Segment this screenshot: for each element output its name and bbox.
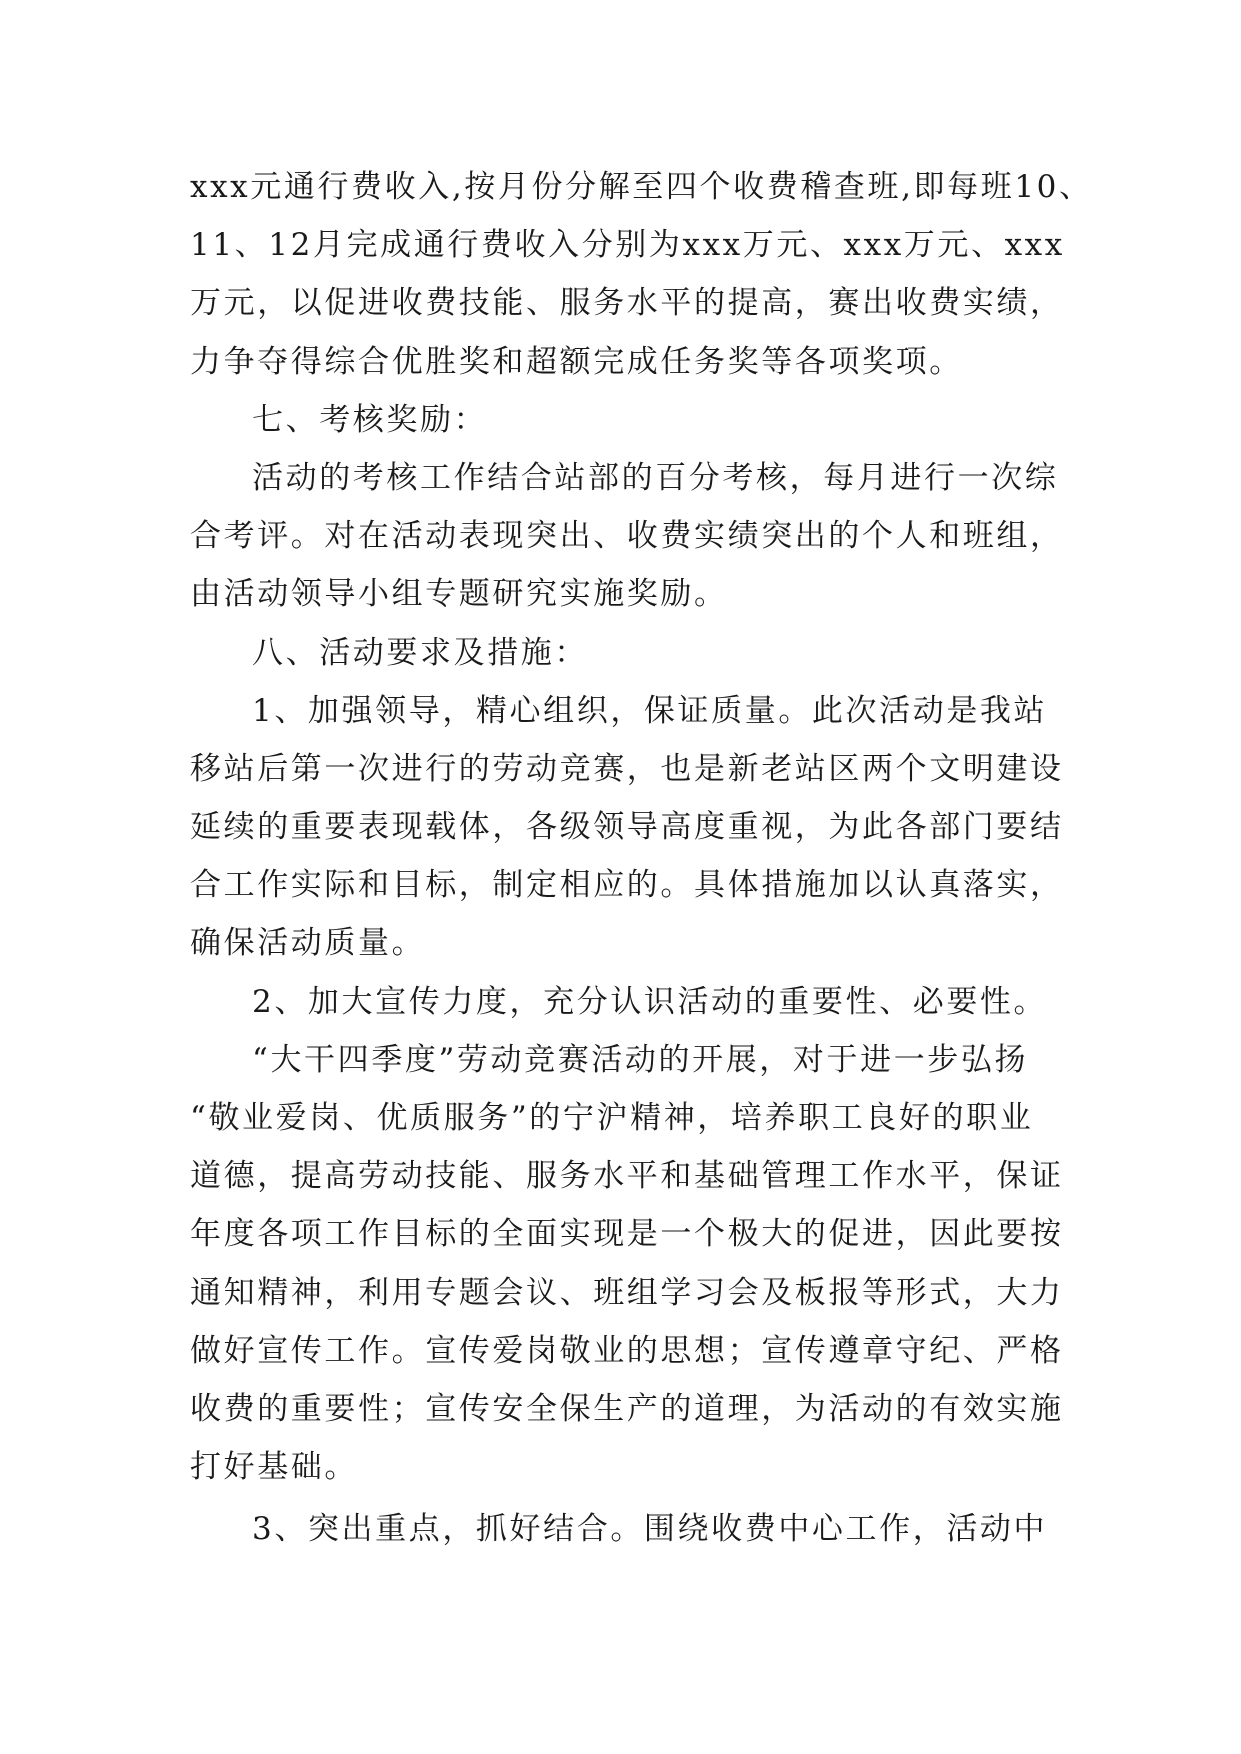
text-line: 打好基础。 — [190, 1449, 358, 1486]
text-line: 力争夺得综合优胜奖和超额完成任务奖等各项奖项。 — [190, 343, 963, 380]
text-line: 3、突出重点，抓好结合。围绕收费中心工作，活动中 — [252, 1511, 1048, 1548]
text-line: “大干四季度”劳动竞赛活动的开展，对于进一步弘扬 — [252, 1041, 1029, 1078]
text-line: 11、12月完成通行费收入分别为xxx万元、xxx万元、xxx — [190, 227, 1065, 264]
text-line: 由活动领导小组专题研究实施奖励。 — [190, 576, 728, 613]
text-line: 做好宣传工作。宣传爱岗敬业的思想；宣传遵章守纪、严格 — [190, 1332, 1064, 1369]
text-line: 年度各项工作目标的全面实现是一个极大的促进，因此要按 — [190, 1216, 1064, 1253]
text-line: 万元，以促进收费技能、服务水平的提高，赛出收费实绩， — [190, 285, 1064, 322]
section-heading: 八、活动要求及措施： — [252, 634, 588, 671]
text-line: 2、加大宣传力度，充分认识活动的重要性、必要性。 — [252, 983, 1048, 1020]
text-line: 通知精神，利用专题会议、班组学习会及板报等形式，大力 — [190, 1274, 1064, 1311]
text-line: 活动的考核工作结合站部的百分考核，每月进行一次综 — [252, 459, 1059, 496]
text-line: 确保活动质量。 — [190, 925, 426, 962]
section-heading: 七、考核奖励： — [252, 401, 488, 438]
text-line: “敬业爱岗、优质服务”的宁沪精神，培养职工良好的职业 — [190, 1100, 1034, 1136]
text-line: 移站后第一次进行的劳动竞赛，也是新老站区两个文明建设 — [190, 750, 1064, 787]
text-line: 合考评。对在活动表现突出、收费实绩突出的个人和班组， — [190, 518, 1064, 555]
text-line: 延续的重要表现载体，各级领导高度重视，为此各部门要结 — [190, 809, 1064, 846]
text-line: 1、加强领导，精心组织，保证质量。此次活动是我站 — [252, 692, 1048, 729]
document-body — [190, 158, 1093, 1559]
text-line: xxx元通行费收入,按月份分解至四个收费稽查班,即每班10、 — [190, 169, 1093, 205]
text-line: 道德，提高劳动技能、服务水平和基础管理工作水平，保证 — [190, 1158, 1064, 1195]
text-line: 收费的重要性；宣传安全保生产的道理，为活动的有效实施 — [190, 1390, 1064, 1427]
text-line: 合工作实际和目标，制定相应的。具体措施加以认真落实， — [190, 867, 1064, 904]
